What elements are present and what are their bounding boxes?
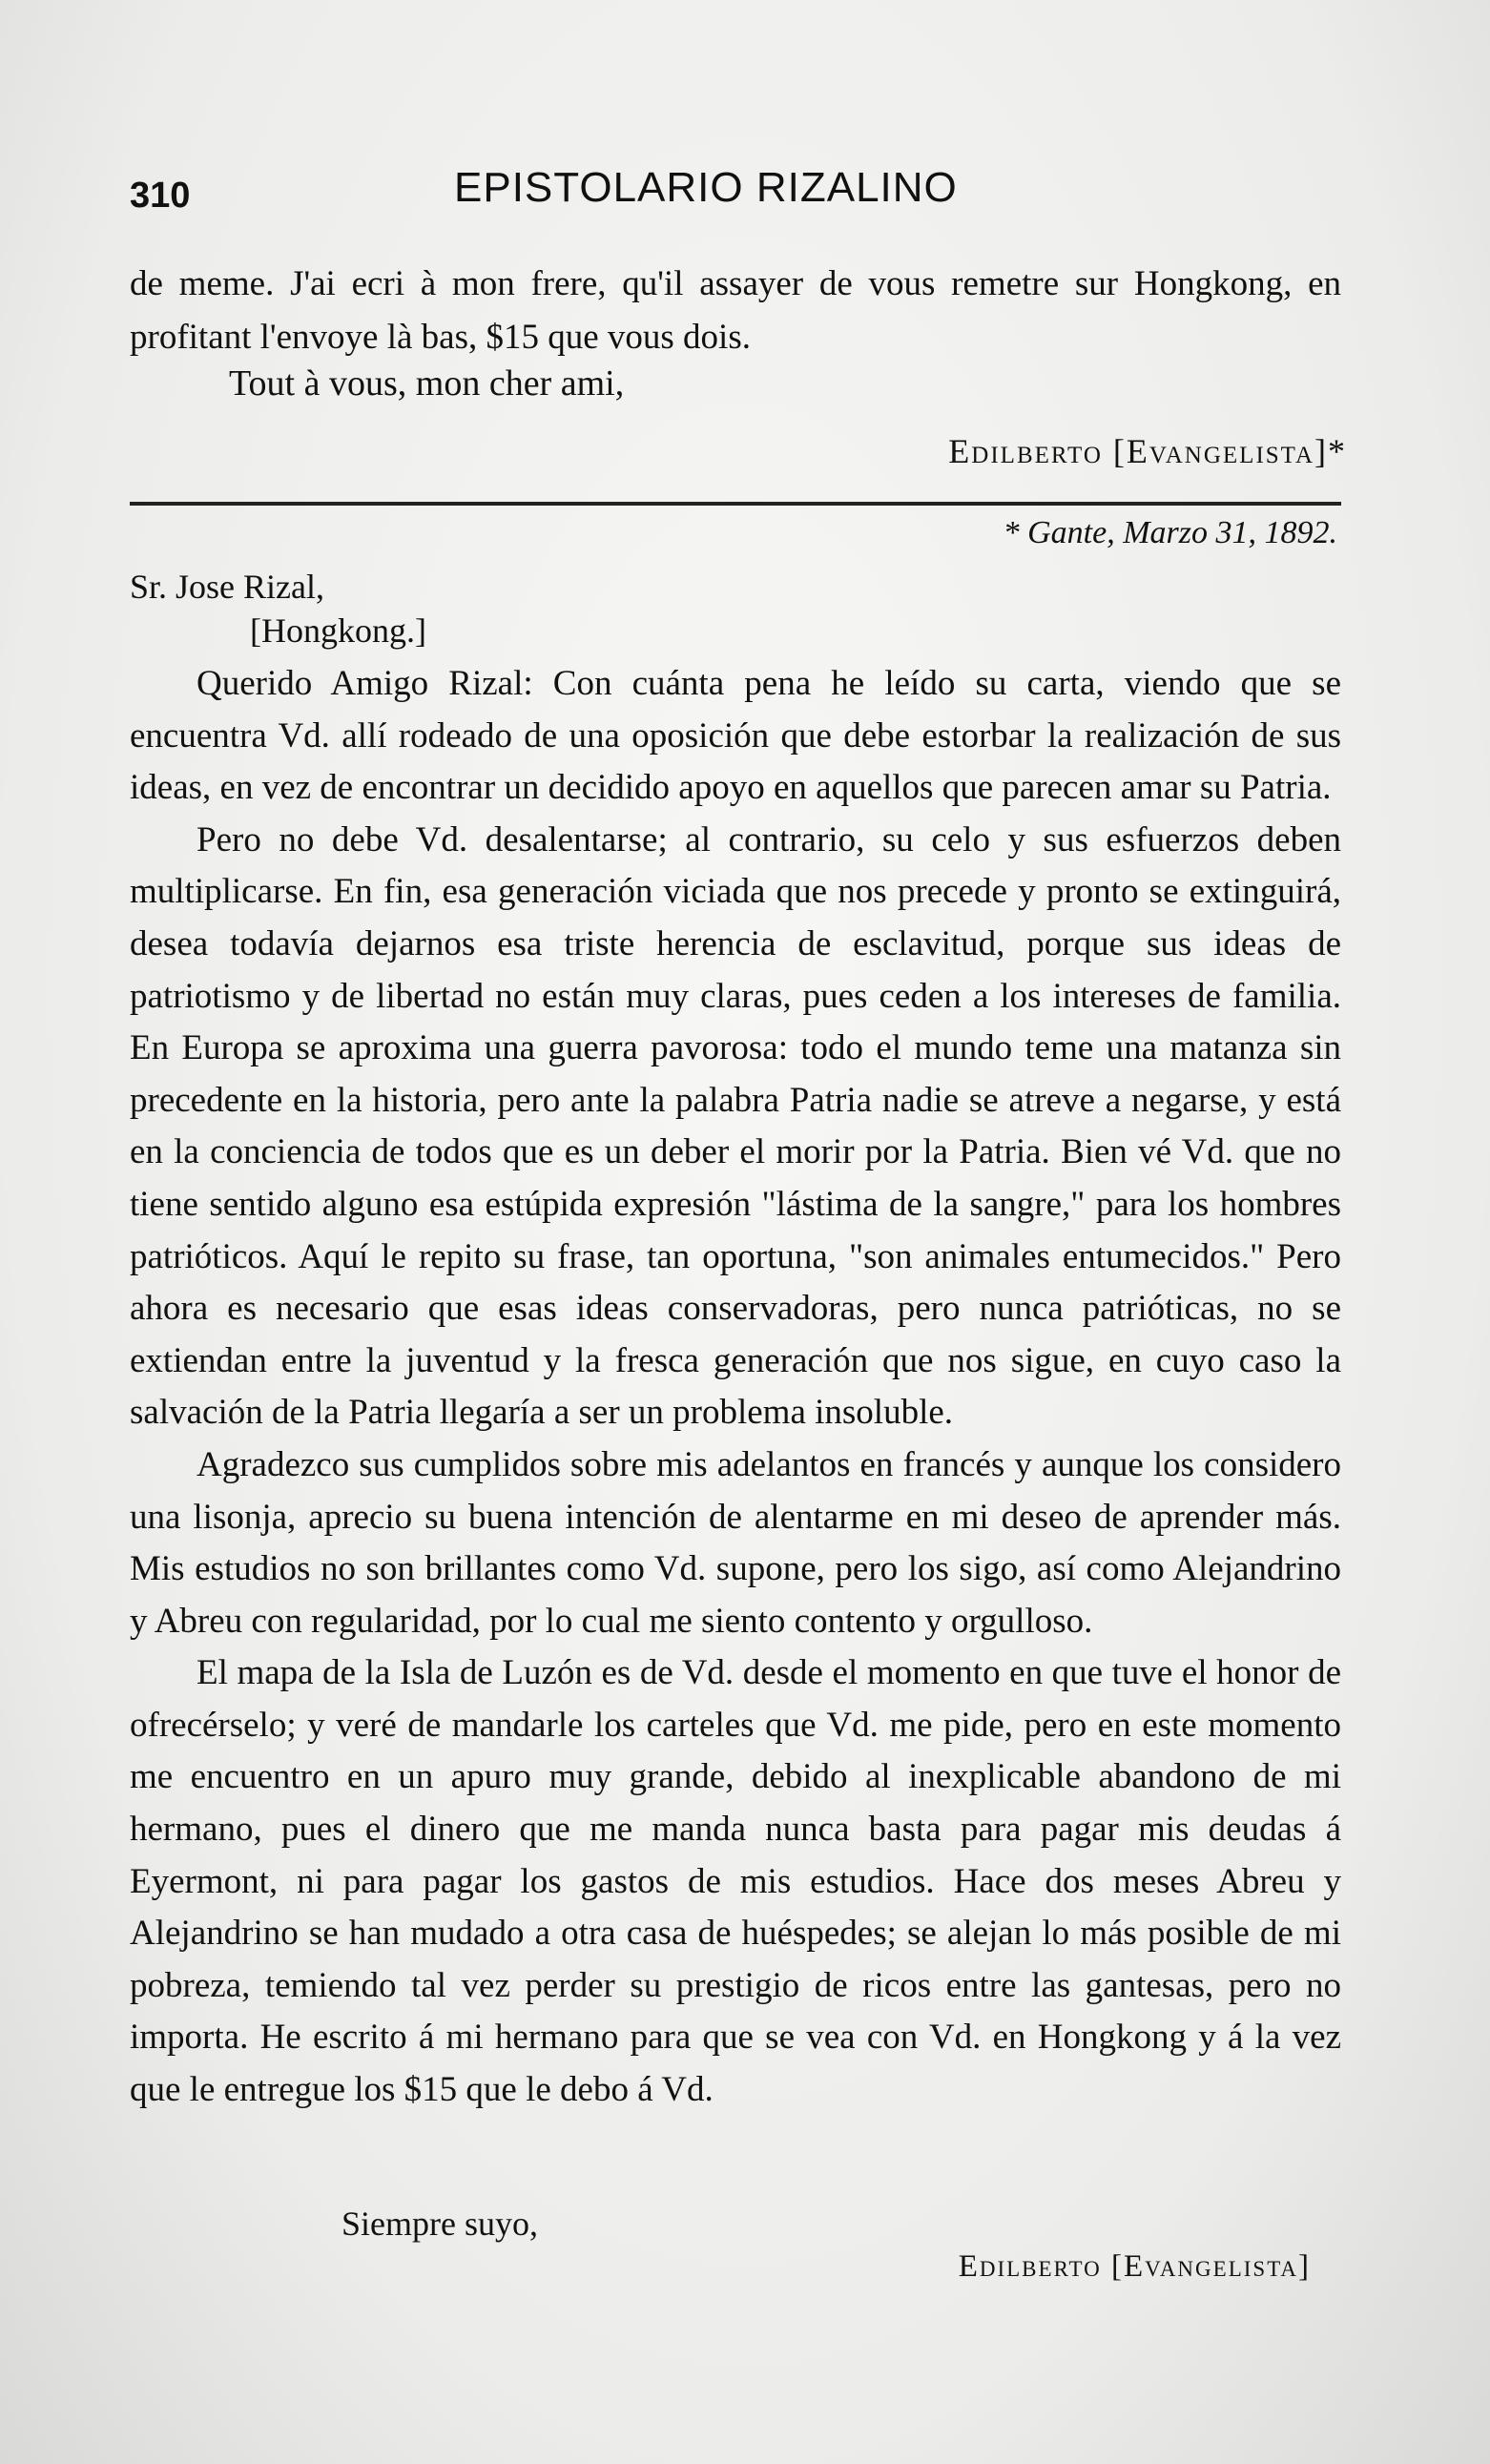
footnote-date: * Gante, Marzo 31, 1892.	[1003, 515, 1337, 550]
section-divider	[130, 502, 1341, 506]
letter-paragraph: Pero no debe Vd. desalentarse; al contrario, su celo y sus esfuerzos deben multiplicarse. En fin, esa generación viciada que nos precede y pronto se extinguirá, desea todavía dejarnos esa triste herencia de esclavitud, porque sus ideas de patriotismo y de libertad no están muy claras, pues ceden a los intereses de familia. En Europa se aproxima una guerra pavorosa: todo el mundo teme una matanza sin precedente en la historia, pero ante la palabra Patria nadie se atreve a negarse, y está en la conciencia de todos que es un deber el morir por la Patria. Bien vé Vd. que no tiene sentido alguno esa estúpida expresión "lástima de la sangre," para los hombres patrióticos. Aquí le repito su frase, tan oportuna, "son animales entumecidos." Pero ahora es necesario que esas ideas conservadoras, pero nunca patrióticas, no se extiendan entre la juventud y la fresca generación que nos sigue, en cuyo caso la salvación de la Patria llegaría a ser un problema insoluble.	[130, 819, 1341, 1433]
previous-letter-text: de meme. J'ai ecri à mon frere, qu'il assayer de vous remetre sur Hongkong, en profitant l'envoye là bas, $15 que vous dois.	[130, 264, 1341, 357]
page-header	[130, 164, 1341, 221]
page-number: 310	[130, 176, 191, 216]
letter-signature: Edilberto [Evangelista]	[958, 2249, 1311, 2284]
letter-paragraph: Querido Amigo Rizal: Con cuánta pena he leído su carta, viendo que se encuentra Vd. allí rodeado de una oposición que debe estorbar la realización de sus ideas, en vez de encontrar un decidido apoyo en aquellos que parecen amar su Patria.	[130, 664, 1341, 808]
letter-recipient: Sr. Jose Rizal,	[130, 568, 324, 606]
letter-paragraph: El mapa de la Isla de Luzón es de Vd. desde el momento en que tuve el honor de ofrecérselo; y veré de mandarle los carteles que Vd. me pide, pero en este momento me encuentro en un apuro muy grande, debido al inexplicable abandono de mi hermano, pues el dinero que me manda nunca basta para pagar mis deudas á Eyermont, ni para pagar los gastos de mis estudios. Hace dos meses Abreu y Alejandrino se han mudado a otra casa de huéspedes; se alejan lo más posible de mi pobreza, temiendo tal vez perder su prestigio de ricos entre las gantesas, pero no importa. He escrito á mi hermano para que se vea con Vd. en Hongkong y á la vez que le entregue los $15 que le debo á Vd.	[130, 1653, 1341, 2110]
letter-paragraph: Agradezco sus cumplidos sobre mis adelantos en francés y aunque los considero una lisonja, aprecio su buena intención de alentarme en mi deseo de aprender más. Mis estudios no son brillantes como Vd. supone, pero los sigo, así como Alejandrino y Abreu con regularidad, por lo cual me siento contento y orgulloso.	[130, 1444, 1341, 1641]
previous-letter-continuation	[130, 258, 1341, 364]
previous-letter-signature: Edilberto [Evangelista]*	[948, 432, 1347, 470]
previous-letter-closing: Tout à vous, mon cher ami,	[229, 363, 625, 404]
letter-location: [Hongkong.]	[250, 611, 426, 650]
letter-body	[130, 658, 1341, 2117]
running-head: EPISTOLARIO RIZALINO	[454, 164, 958, 211]
letter-closing: Siempre suyo,	[341, 2205, 538, 2243]
